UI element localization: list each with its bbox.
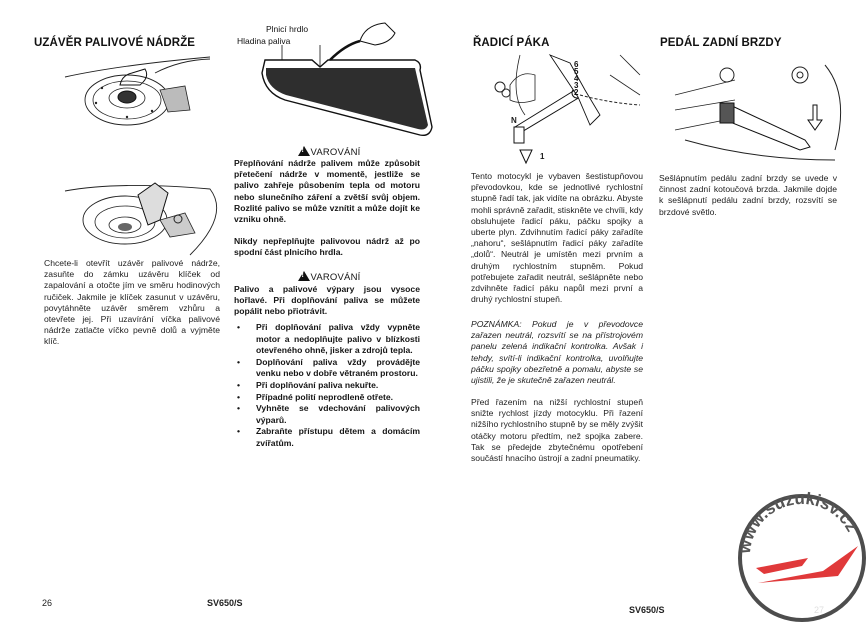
warning-2-bullet-list <box>234 322 420 450</box>
gear-lever-note: POZNÁMKA: Pokud je v převodovce zařazen neutrál, rozsvítí se na přístrojovém panelu zelená indikační kontrolka. Avšak i tehdy, svítí-li indikační kontrolka, uvolňujte páčku spojky obezřetně a pomalu, abyste se ujistili, že je skutečně zařazen neutrál. <box>471 319 643 386</box>
rear-brake-heading: PEDÁL ZADNÍ BRZDY <box>660 37 782 49</box>
fuel-cap-key-illustration <box>60 55 210 135</box>
warning-triangle-icon <box>298 146 310 156</box>
gear-label-first: 1 <box>540 152 545 161</box>
left-page-number: 26 <box>42 598 53 608</box>
gear-label-neutral: N <box>511 116 517 125</box>
fuel-cap-instructions: Chcete-li otevřít uzávěr palivové nádrže, zasuňte do zámku uzávěru klíček od zapalování a otočte jím ve směru hodinových ručiček. Jakmile je klíček zasunut v uzávěru, povytáhněte uzávěr směrem vzhůru a otevřete jej. Při uzavírání víčka palivové nádrže zatlačte víčko pevně dolů a vyjměte klíč. <box>44 258 220 347</box>
watermark-text: www.suzukisv.cz <box>734 488 862 555</box>
bullet-item: • Vyhněte se vdechování palivových výparů. <box>234 403 420 426</box>
warning-1-title: !VAROVÁNÍ <box>234 146 424 158</box>
warning-1-paragraph-2: Nikdy nepřeplňujte palivovou nádrž až po spodní část plnicího hrdla. <box>234 236 420 258</box>
rear-brake-pedal-illustration <box>675 55 845 160</box>
bullet-item: • Při doplňování paliva nekuřte. <box>234 380 420 392</box>
label-filler-neck: Plnicí hrdlo <box>266 24 309 34</box>
suzukisv-watermark-logo <box>728 478 868 626</box>
warning-2-intro: Palivo a palivové výpary jsou vysoce hořlavé. Při doplňování paliva se můžete popálit nebo přiotrávit. <box>234 284 420 317</box>
right-footer-model: SV650/S <box>629 605 665 615</box>
rear-brake-description: Sešlápnutím pedálu zadní brzdy se uvede v činnost zadní kotoučová brzda. Jakmile dojde k sešlápnutí pedálu zadní brzdy, rozsvítí se brzdové světlo. <box>659 173 837 217</box>
bullet-item: • Zabraňte přístupu dětem a domácím zvířatům. <box>234 426 420 449</box>
gear-numbers: 6 5 4 3 2 <box>574 60 579 97</box>
downshift-description: Před řazením na nižší rychlostní stupeň snižte rychlost jízdy motocyklu. Při řazení nižšího rychlostního stupně by se měly zvýšit otáčky motoru předtím, než spojka zabere. Tak se předejde zbytečnému opotřebení součástí hnacího ústrojí a zadní pneumatiky. <box>471 397 643 464</box>
bullet-item: • Případné polití neprodleně otřete. <box>234 392 420 404</box>
fuel-cap-heading: UZÁVĚR PALIVOVÉ NÁDRŽE <box>34 37 196 49</box>
gear-shift-lever-illustration <box>490 55 640 165</box>
label-fuel-level: Hladina paliva <box>237 36 291 46</box>
fuel-tank-cross-section-illustration <box>260 45 430 145</box>
bullet-item: • Doplňování paliva vždy provádějte venku nebo v dobře větraném prostoru. <box>234 357 420 380</box>
left-footer-model: SV650/S <box>207 598 243 608</box>
warning-1-paragraph-1: Přeplňování nádrže palivem může způsobit přetečení nádrže v momentě, jestliže se palivo zahřeje působením tepla od motoru nebo slunečního záření a zvětší svůj objem. Rozlité palivo se může vznítit a může dojít ke vzniku ohně. <box>234 158 420 225</box>
bullet-item: • Při doplňování paliva vždy vypněte motor a nedoplňujte palivo v blízkosti otevřeného ohně, jisker a zdrojů tepla. <box>234 322 420 357</box>
fuel-cap-open-illustration <box>60 175 215 255</box>
warning-triangle-icon <box>298 271 310 281</box>
gear-lever-heading: ŘADICÍ PÁKA <box>473 37 550 49</box>
warning-2-title: !VAROVÁNÍ <box>234 271 424 283</box>
gear-lever-description: Tento motocykl je vybaven šestistupňovou převodovkou, kde se jednotlivé rychlostní stupně řadí tak, jak vidíte na obrázku. Abyste mohli správně zařadit, stiskněte ve chvíli, kdy obsluhujete řadicí páku, páčku spojky a uberte plyn. Zdvihnutím řadicí páky zařadíte „nahoru“, sešlápnutím řadicí páky zařadíte „dolů“. Neutrál je umístěn mezi prvním a druhým rychlostním stupněm. Pokud potřebujete zařadit neutrál, sešlápněte nebo zdvihněte řadicí páku napůl mezi první a druhý rychlostní stupeň. <box>471 171 643 305</box>
